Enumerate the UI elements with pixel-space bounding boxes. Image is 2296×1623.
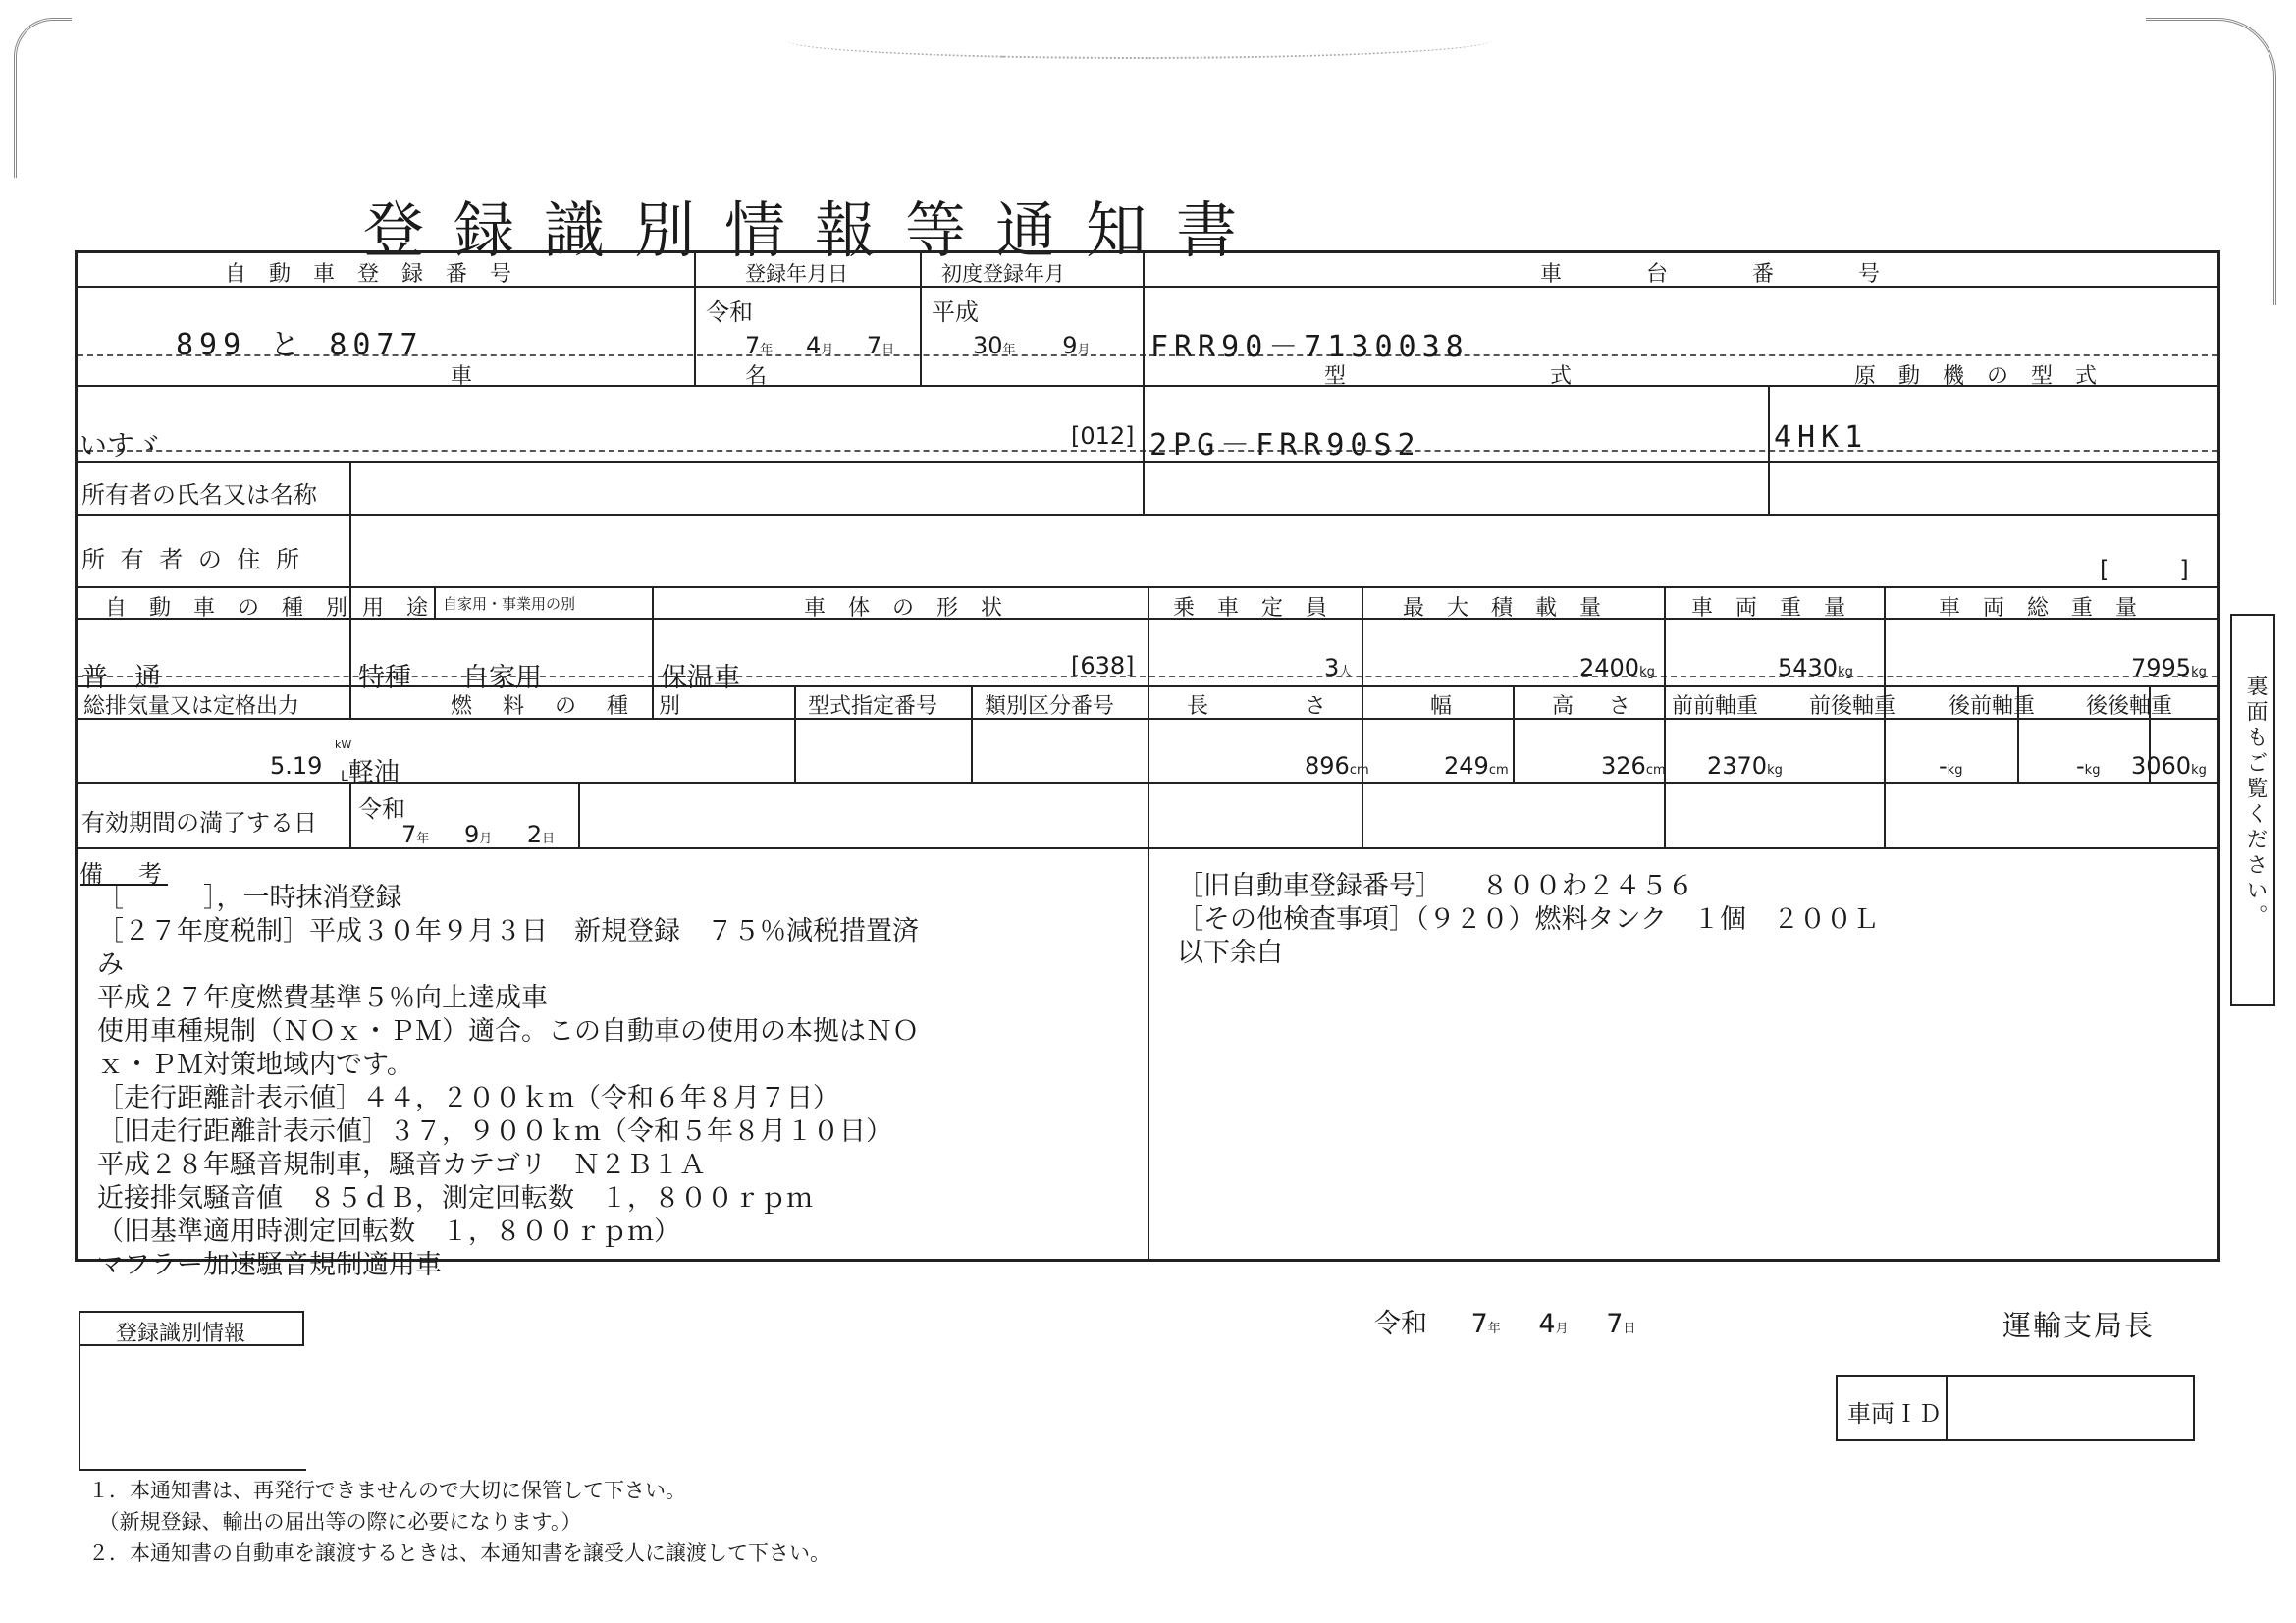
header-category-no: 類別区分番号 [985, 694, 1115, 719]
first-reg-value [973, 332, 1091, 359]
rr-axle-number: 3060 [2131, 752, 2192, 780]
vehicle-weight-value [1778, 654, 1853, 681]
body-shape-value: 保温車 [661, 663, 740, 693]
header-displacement: 総排気量又は定格出力 [83, 694, 300, 719]
expiry-day-unit: 日 [542, 832, 556, 846]
header-model-b: 式 [1550, 364, 1580, 389]
remarks-left-line: み [97, 949, 124, 980]
model-value: 2PG－FRR90S2 [1149, 428, 1421, 462]
first-reg-year: 30 [973, 332, 1003, 359]
height-value [1601, 752, 1666, 780]
fr-axle-number: - [1939, 752, 1948, 780]
header-gross-weight: 車 両 総 重 量 [1939, 596, 2145, 621]
vehicle-weight-unit: kg [1838, 665, 1853, 679]
issue-month-unit: 月 [1555, 1322, 1569, 1336]
chassis-number-value: FRR90－7130038 [1150, 330, 1469, 364]
header-car-name-a: 車 [451, 364, 481, 389]
capacity-value [1324, 654, 1352, 681]
header-rr-axle: 後後軸重 [2086, 694, 2173, 719]
remarks-right-line: ［その他検査事項］（９２０）燃料タンク １個 ２００Ｌ [1177, 904, 1879, 935]
reg-month: 4 [805, 332, 822, 359]
vehicle-id-box [1836, 1375, 2195, 1441]
remarks-left-line: 平成２７年度燃費基準５％向上達成車 [97, 983, 548, 1013]
header-type-approval: 型式指定番号 [808, 694, 938, 719]
header-vehicle-kind: 自 動 車 の 種 別 [105, 596, 355, 621]
reg-day: 7 [866, 332, 882, 359]
side-note-box [2230, 614, 2275, 1006]
capacity-unit: 人 [1339, 665, 1353, 679]
issue-year-unit: 年 [1487, 1322, 1501, 1336]
registration-form [75, 250, 2220, 1280]
reg-id-label-box [79, 1311, 304, 1346]
reg-month-unit: 月 [821, 343, 834, 357]
reg-id-label: 登録識別情報 [116, 1322, 246, 1346]
displacement-unit: kW [335, 738, 352, 751]
header-usage: 用 途 [362, 596, 436, 621]
header-length-b: さ [1305, 694, 1335, 719]
expiry-date [401, 821, 555, 848]
fuel-unit: L [341, 769, 348, 784]
expiry-year: 7 [401, 821, 417, 848]
header-body-shape: 車 体 の 形 状 [804, 596, 1010, 621]
header-first-reg: 初度登録年月 [941, 262, 1065, 286]
reg-date-era: 令和 [706, 298, 753, 326]
length-value [1305, 752, 1369, 780]
header-width: 幅 [1430, 694, 1461, 719]
remarks-left-line: 平成２８年騒音規制車，騒音カテゴリ Ｎ２Ｂ１Ａ [97, 1150, 706, 1180]
fuel-value [341, 752, 400, 788]
first-reg-year-unit: 年 [1002, 343, 1016, 357]
reg-year: 7 [745, 332, 761, 359]
header-expiry: 有効期間の満了する日 [81, 809, 317, 837]
header-ff-axle: 前前軸重 [1672, 694, 1759, 719]
issue-day-unit: 日 [1623, 1322, 1636, 1336]
remarks-left-line: 使用車種規制（ＮＯｘ・ＰＭ）適合。この自動車の使用の本拠はＮＯ [97, 1016, 919, 1047]
remarks-left-line: ［ ］，一時抹消登録 [97, 883, 402, 913]
fuel-name: 軽油 [347, 758, 400, 787]
body-shape-code: [638] [1071, 652, 1135, 679]
gross-weight-unit: kg [2191, 665, 2207, 679]
owner-address-bracket: [ ] [2100, 556, 2189, 583]
ornament-top-center [785, 22, 1492, 59]
width-number: 249 [1444, 752, 1489, 780]
private-use-value: 自家用 [462, 663, 542, 693]
expiry-month-unit: 月 [479, 832, 493, 846]
reg-date-value [745, 332, 894, 359]
displacement-value [270, 752, 322, 780]
header-model-a: 型 [1324, 364, 1355, 389]
remarks-left-line: （旧基準適用時測定回転数 １，８００ｒｐｍ） [97, 1217, 680, 1247]
max-load-value [1579, 654, 1655, 681]
authority-title: 運輸支局長 [2002, 1309, 2156, 1342]
expiry-day: 2 [526, 821, 543, 848]
ff-axle-number: 2370 [1707, 752, 1768, 780]
maker-code: [012] [1071, 422, 1135, 450]
remarks-left-line: ［走行距離計表示値］４４，２００ｋｍ（令和６年８月７日） [97, 1083, 839, 1113]
vehicle-weight-number: 5430 [1778, 654, 1839, 681]
header-max-load: 最 大 積 載 量 [1403, 596, 1609, 621]
header-reg-date: 登録年月日 [745, 262, 848, 286]
issue-month: 4 [1538, 1309, 1556, 1339]
header-length: 長 [1187, 694, 1217, 719]
header-private-use: 自家用・事業用の別 [443, 595, 576, 613]
width-unit: cm [1488, 763, 1509, 778]
width-value [1444, 752, 1509, 780]
vehicle-kind-value: 普 通 [81, 663, 161, 693]
expiry-year-unit: 年 [416, 832, 430, 846]
footer-note-line: １．本通知書は、再発行できませんので大切に保管して下さい。 [88, 1479, 686, 1502]
max-load-number: 2400 [1579, 654, 1640, 681]
remarks-right-line: 以下余白 [1177, 938, 1283, 968]
footer-note-line: （新規登録、輸出の届出等の際に必要になります。） [88, 1510, 582, 1534]
header-fr-axle: 前後軸重 [1809, 694, 1896, 719]
header-height-b: さ [1609, 694, 1639, 719]
issue-day: 7 [1606, 1309, 1624, 1339]
vehicle-id-label: 車両ＩＤ [1847, 1400, 1942, 1428]
max-load-unit: kg [1639, 665, 1655, 679]
side-note: 裏面もご覧ください。 [2243, 675, 2268, 930]
expiry-month: 9 [463, 821, 480, 848]
fr-axle-value [1939, 752, 1962, 780]
header-rf-axle: 後前軸重 [1949, 694, 2036, 719]
ornament-top-left [14, 18, 72, 178]
header-engine-model: 原 動 機 の 型 式 [1854, 364, 2105, 389]
remarks-left-line: ［旧走行距離計表示値］３７，９００ｋｍ（令和５年８月１０日） [97, 1116, 892, 1147]
length-number: 896 [1305, 752, 1350, 780]
document-title: 登録識別情報等通知書 [363, 194, 1267, 266]
header-remarks: 備 考 [80, 860, 168, 888]
footer-note-line: ２．本通知書の自動車を譲渡するときは、本通知書を譲受人に譲渡して下さい。 [88, 1542, 830, 1565]
rf-axle-value [2076, 752, 2100, 780]
remarks-right-line: ［旧自動車登録番号］ ８００わ２４５６ [1177, 871, 1694, 901]
height-number: 326 [1601, 752, 1646, 780]
first-reg-month: 9 [1062, 332, 1078, 359]
header-car-name-b: 名 [745, 364, 775, 389]
maker-value: いすゞ [80, 429, 163, 461]
header-reg-number: 自 動 車 登 録 番 号 [225, 262, 519, 287]
remarks-left-line: ｘ・ＰＭ対策地域内です。 [97, 1050, 413, 1080]
remarks-right [1177, 870, 2198, 970]
height-unit: cm [1645, 763, 1666, 778]
rf-axle-unit: kg [2084, 763, 2101, 778]
ff-axle-unit: kg [1767, 763, 1783, 778]
issue-era: 令和 [1374, 1309, 1427, 1339]
ff-axle-value [1707, 752, 1783, 780]
header-fuel: 燃 料 の 種 別 [451, 694, 692, 719]
usage-value: 特種 [358, 663, 411, 693]
issue-date [1374, 1302, 1635, 1340]
issue-year: 7 [1470, 1309, 1488, 1339]
first-reg-month-unit: 月 [1077, 343, 1091, 357]
reg-year-unit: 年 [760, 343, 774, 357]
remarks-left-line: マフラー加速騒音規制適用車 [97, 1250, 442, 1280]
reg-day-unit: 日 [881, 343, 895, 357]
header-owner-address: 所 有 者 の 住 所 [81, 546, 304, 573]
expiry-era: 令和 [358, 795, 405, 823]
header-owner-name: 所有者の氏名又は名称 [81, 481, 317, 509]
header-height: 高 [1552, 694, 1582, 719]
rr-axle-value [2131, 752, 2207, 780]
remarks-left [97, 882, 1138, 1282]
fr-axle-unit: kg [1947, 763, 1963, 778]
displacement-number: 5.19 [270, 752, 323, 780]
remarks-left-line: ［２７年度税制］平成３０年９月３日 新規登録 ７５％減税措置済 [97, 916, 919, 947]
rr-axle-unit: kg [2191, 763, 2207, 778]
remarks-left-line: 近接排気騒音値 ８５ｄＢ，測定回転数 １，８００ｒｐｍ [97, 1183, 813, 1214]
length-unit: cm [1349, 763, 1369, 778]
footer-notes [88, 1475, 1463, 1569]
reg-number-value: 899 と 8077 [176, 328, 424, 362]
header-capacity: 乗 車 定 員 [1173, 596, 1335, 621]
capacity-number: 3 [1324, 654, 1340, 681]
header-vehicle-weight: 車 両 重 量 [1691, 596, 1853, 621]
engine-model-value: 4HK1 [1774, 420, 1869, 455]
reg-id-area [79, 1345, 306, 1471]
gross-weight-value [2131, 654, 2207, 681]
rf-axle-number: - [2076, 752, 2085, 780]
first-reg-era: 平成 [932, 298, 979, 326]
header-chassis: 車 台 番 号 [1540, 262, 1895, 287]
gross-weight-number: 7995 [2131, 654, 2192, 681]
